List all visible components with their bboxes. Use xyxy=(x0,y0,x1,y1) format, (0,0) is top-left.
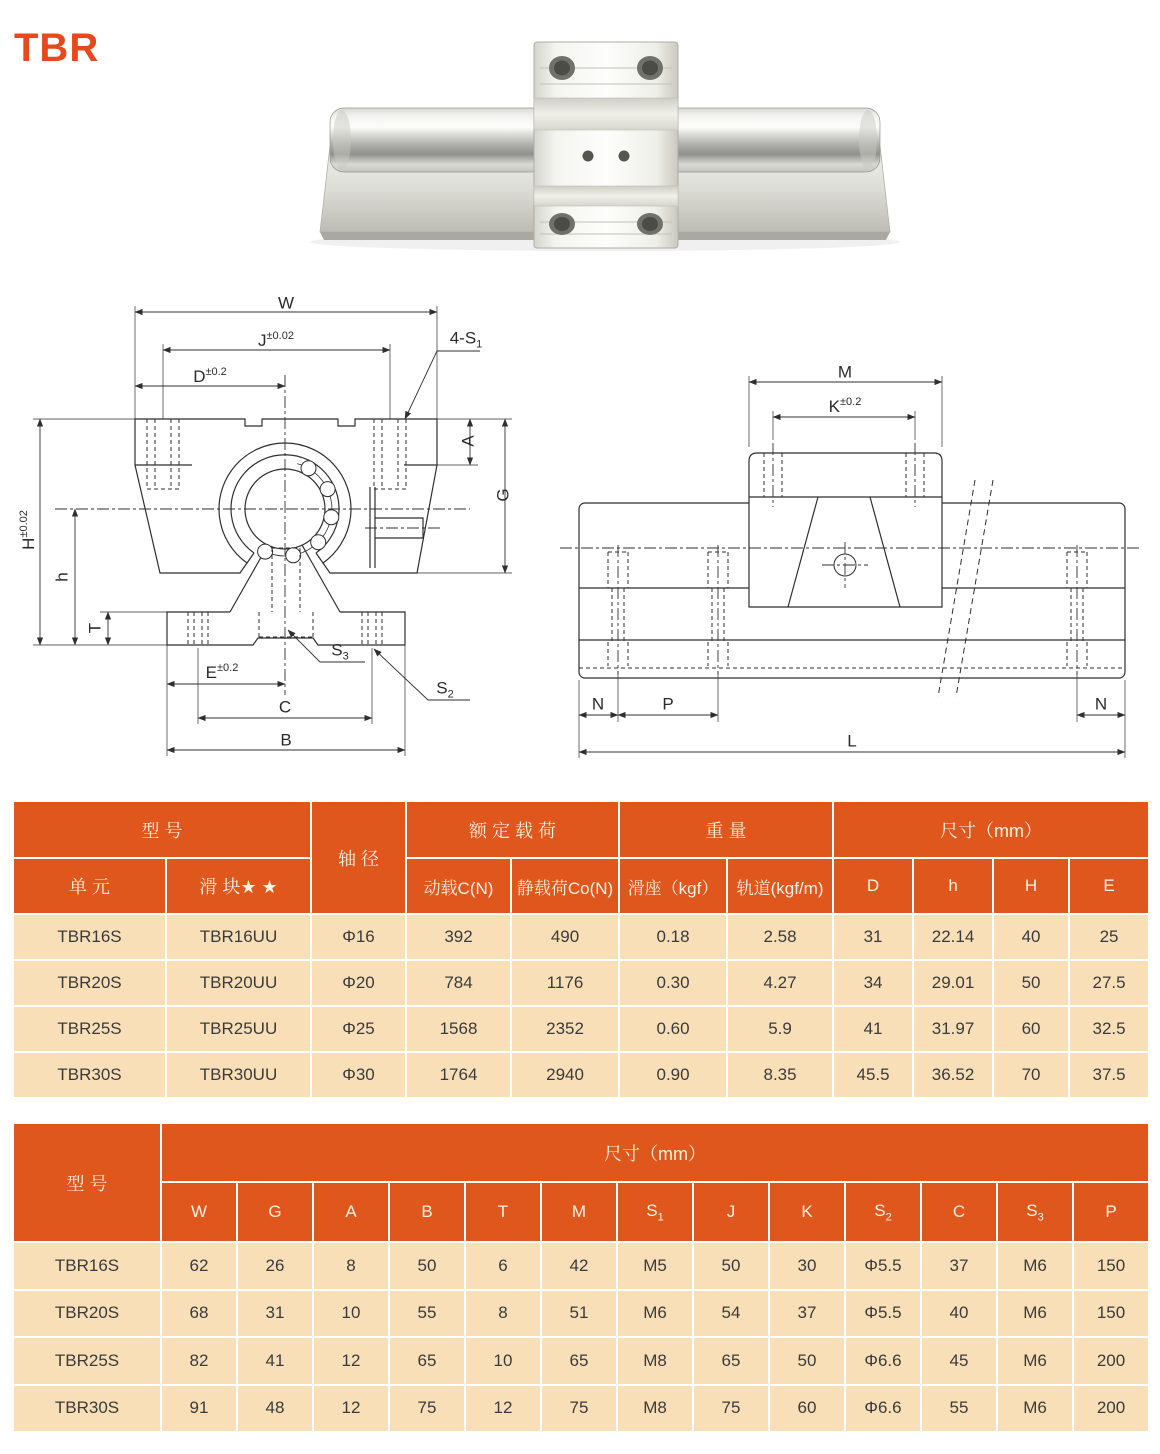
t2-column-header: $S_1$ xyxy=(617,1182,693,1242)
table-cell: 31 xyxy=(833,914,913,960)
table-cell: M6 xyxy=(997,1242,1073,1290)
t1-header-weight: 重 量 xyxy=(619,801,833,858)
dim-label-n-left: N xyxy=(591,694,605,714)
product-photo-image xyxy=(300,26,910,266)
t1-header-model: 型 号 xyxy=(13,801,311,858)
table-cell: 12 xyxy=(313,1337,389,1385)
table-cell: 150 xyxy=(1073,1290,1149,1338)
table-cell: TBR30S xyxy=(13,1052,166,1098)
t1-header-col-d: D xyxy=(833,858,913,914)
table-cell: M8 xyxy=(617,1385,693,1433)
table-cell: TBR30UU xyxy=(166,1052,311,1098)
table-cell: Φ20 xyxy=(311,960,406,1006)
dim-label-p: P xyxy=(662,694,674,714)
table-row xyxy=(13,1242,1149,1290)
table-cell: 37.5 xyxy=(1069,1052,1149,1098)
t2-column-header: A xyxy=(313,1182,389,1242)
table-cell: 50 xyxy=(693,1242,769,1290)
t2-column-header: J xyxy=(693,1182,769,1242)
dim-label-j: $J^{\pm 0.02}$ xyxy=(258,330,294,350)
table-cell: 1764 xyxy=(406,1052,511,1098)
table-cell: 54 xyxy=(693,1290,769,1338)
table-row xyxy=(13,914,1149,960)
table-cell: TBR20S xyxy=(13,960,166,1006)
table-cell: 31.97 xyxy=(913,1006,993,1052)
t2-column-header: C xyxy=(921,1182,997,1242)
table-cell: 8 xyxy=(313,1242,389,1290)
table-cell: 22.14 xyxy=(913,914,993,960)
table-cell: Φ6.6 xyxy=(845,1385,921,1433)
page-title: TBR xyxy=(14,26,100,70)
t1-header-rail-weight: 轨道(kgf/m) xyxy=(727,858,833,914)
table-cell: 6 xyxy=(465,1242,541,1290)
t2-body xyxy=(13,1242,1149,1432)
table-cell: Φ6.6 xyxy=(845,1337,921,1385)
table-cell: M6 xyxy=(997,1290,1073,1338)
table-cell: Φ5.5 xyxy=(845,1242,921,1290)
table-cell: 42 xyxy=(541,1242,617,1290)
t1-header-rated-load: 额 定 载 荷 xyxy=(406,801,619,858)
t1-header-unit: 单 元 xyxy=(13,858,166,914)
table-cell: TBR16S xyxy=(13,914,166,960)
t1-header-seat-weight: 滑座（kgf） xyxy=(619,858,727,914)
table-cell: Φ25 xyxy=(311,1006,406,1052)
dim-label-s3: $S_3$ xyxy=(331,640,349,663)
dim-label-t: T xyxy=(85,622,105,634)
table-cell: 32.5 xyxy=(1069,1006,1149,1052)
table-cell: 150 xyxy=(1073,1242,1149,1290)
t2-column-header: $S_3$ xyxy=(997,1182,1073,1242)
table-cell: 392 xyxy=(406,914,511,960)
table-cell: 2352 xyxy=(511,1006,619,1052)
table-cell: 91 xyxy=(161,1385,237,1433)
dim-label-4s1: $4-S_1$ xyxy=(449,328,483,351)
table-cell: TBR16S xyxy=(13,1242,161,1290)
table-cell: 27.5 xyxy=(1069,960,1149,1006)
table-cell: 1568 xyxy=(406,1006,511,1052)
table-cell: 31 xyxy=(237,1290,313,1338)
dim-label-m: M xyxy=(837,362,853,382)
table-cell: 490 xyxy=(511,914,619,960)
dim-label-s2: $S_2$ xyxy=(436,678,454,701)
table-cell: 8.35 xyxy=(727,1052,833,1098)
table-cell: 4.27 xyxy=(727,960,833,1006)
table-row xyxy=(13,1006,1149,1052)
t1-header-dimensions: 尺寸（mm） xyxy=(833,801,1149,858)
t2-column-header: P xyxy=(1073,1182,1149,1242)
table-cell: 75 xyxy=(541,1385,617,1433)
spec-table-dimensions xyxy=(12,1122,1150,1433)
table-cell: 41 xyxy=(237,1337,313,1385)
table-cell: 50 xyxy=(389,1242,465,1290)
table-cell: 37 xyxy=(921,1242,997,1290)
table-cell: 10 xyxy=(313,1290,389,1338)
table-cell: 50 xyxy=(993,960,1069,1006)
t2-column-header: K xyxy=(769,1182,845,1242)
table-row xyxy=(13,960,1149,1006)
front-view-dimension-lines xyxy=(40,312,505,750)
table-cell: 30 xyxy=(769,1242,845,1290)
table-cell: 200 xyxy=(1073,1385,1149,1433)
t1-header-dynamic-load: 动载C(N) xyxy=(406,858,511,914)
t2-column-header: $S_2$ xyxy=(845,1182,921,1242)
table-row xyxy=(13,1052,1149,1098)
t2-header-model: 型 号 xyxy=(13,1123,161,1242)
table-cell: TBR25S xyxy=(13,1337,161,1385)
t2-column-header: B xyxy=(389,1182,465,1242)
table-cell: M5 xyxy=(617,1242,693,1290)
table-cell: 62 xyxy=(161,1242,237,1290)
table-row xyxy=(13,1385,1149,1433)
table-cell: 45.5 xyxy=(833,1052,913,1098)
dim-label-k: $K^{\pm 0.2}$ xyxy=(828,396,862,416)
table-cell: 48 xyxy=(237,1385,313,1433)
dim-label-c: C xyxy=(278,697,292,717)
table-cell: 10 xyxy=(465,1337,541,1385)
table-row xyxy=(13,1290,1149,1338)
table-cell: 0.60 xyxy=(619,1006,727,1052)
dim-label-l: L xyxy=(847,731,857,751)
t1-header-slider: 滑 块★ ★ xyxy=(166,858,311,914)
table-cell: Φ16 xyxy=(311,914,406,960)
t2-column-header: G xyxy=(237,1182,313,1242)
front-view-leader-lines xyxy=(288,351,480,700)
technical-drawings xyxy=(0,280,1160,785)
table-cell: 60 xyxy=(993,1006,1069,1052)
table-cell: 51 xyxy=(541,1290,617,1338)
table-cell: 75 xyxy=(389,1385,465,1433)
table-cell: 41 xyxy=(833,1006,913,1052)
table-cell: 0.18 xyxy=(619,914,727,960)
t1-body xyxy=(13,914,1149,1098)
table-cell: 55 xyxy=(389,1290,465,1338)
table-cell: 25 xyxy=(1069,914,1149,960)
table-cell: 70 xyxy=(993,1052,1069,1098)
table-cell: 40 xyxy=(993,914,1069,960)
table-cell: M6 xyxy=(617,1290,693,1338)
table-cell: 2940 xyxy=(511,1052,619,1098)
t2-column-header: M xyxy=(541,1182,617,1242)
t2-subheader-row xyxy=(13,1182,1149,1242)
table-cell: 5.9 xyxy=(727,1006,833,1052)
table-cell: 26 xyxy=(237,1242,313,1290)
t1-header-col-e: E xyxy=(1069,858,1149,914)
t1-header-col-h-cap: H xyxy=(993,858,1069,914)
table-cell: 12 xyxy=(465,1385,541,1433)
dim-label-e: $E^{\pm 0.2}$ xyxy=(205,662,239,682)
table-cell: 12 xyxy=(313,1385,389,1433)
t1-header-shaft-dia: 轴 径 xyxy=(311,801,406,914)
table-cell: 68 xyxy=(161,1290,237,1338)
table-cell: 55 xyxy=(921,1385,997,1433)
dim-label-a: A xyxy=(458,435,478,447)
table-cell: 50 xyxy=(769,1337,845,1385)
table-cell: M6 xyxy=(997,1337,1073,1385)
table-cell: 65 xyxy=(541,1337,617,1385)
t2-column-header: W xyxy=(161,1182,237,1242)
dim-label-b: B xyxy=(280,730,292,750)
table-cell: 65 xyxy=(389,1337,465,1385)
table-cell: 60 xyxy=(769,1385,845,1433)
dim-label-n-right: N xyxy=(1094,694,1108,714)
spec-table-load-weight xyxy=(12,800,1150,1099)
drawing-canvas xyxy=(0,280,1160,785)
front-view-bearing-balls xyxy=(258,461,339,563)
table-cell: TBR20S xyxy=(13,1290,161,1338)
table-cell: 82 xyxy=(161,1337,237,1385)
table-cell: 65 xyxy=(693,1337,769,1385)
front-view-hidden-lines xyxy=(147,419,406,645)
table-cell: M8 xyxy=(617,1337,693,1385)
dim-label-h-cap: $H^{\pm 0.02}$ xyxy=(18,510,38,550)
table-cell: 0.30 xyxy=(619,960,727,1006)
table-cell: 37 xyxy=(769,1290,845,1338)
table-cell: TBR25S xyxy=(13,1006,166,1052)
table-cell: 36.52 xyxy=(913,1052,993,1098)
table-cell: 1176 xyxy=(511,960,619,1006)
table-cell: 784 xyxy=(406,960,511,1006)
table-cell: 200 xyxy=(1073,1337,1149,1385)
t1-header-col-h-low: h xyxy=(913,858,993,914)
front-view-outline xyxy=(135,419,437,645)
table-row xyxy=(13,1337,1149,1385)
table-cell: 45 xyxy=(921,1337,997,1385)
table-cell: 8 xyxy=(465,1290,541,1338)
dim-label-h-low: h xyxy=(52,572,72,582)
table-cell: 40 xyxy=(921,1290,997,1338)
table-cell: 29.01 xyxy=(913,960,993,1006)
t1-header-static-load: 静载荷Co(N) xyxy=(511,858,619,914)
table-cell: 2.58 xyxy=(727,914,833,960)
t2-column-header: T xyxy=(465,1182,541,1242)
table-cell: TBR16UU xyxy=(166,914,311,960)
table-cell: Φ5.5 xyxy=(845,1290,921,1338)
side-view-block xyxy=(749,453,942,607)
table-cell: Φ30 xyxy=(311,1052,406,1098)
dim-label-d: $D^{\pm 0.2}$ xyxy=(193,366,227,386)
table-cell: TBR30S xyxy=(13,1385,161,1433)
table-cell: 0.90 xyxy=(619,1052,727,1098)
table-cell: 34 xyxy=(833,960,913,1006)
dim-label-w: W xyxy=(277,293,295,313)
table-cell: 75 xyxy=(693,1385,769,1433)
table-cell: TBR20UU xyxy=(166,960,311,1006)
table-cell: TBR25UU xyxy=(166,1006,311,1052)
table-cell: M6 xyxy=(997,1385,1073,1433)
t2-header-dimensions: 尺寸（mm） xyxy=(161,1123,1149,1182)
dim-label-g: G xyxy=(493,488,513,502)
